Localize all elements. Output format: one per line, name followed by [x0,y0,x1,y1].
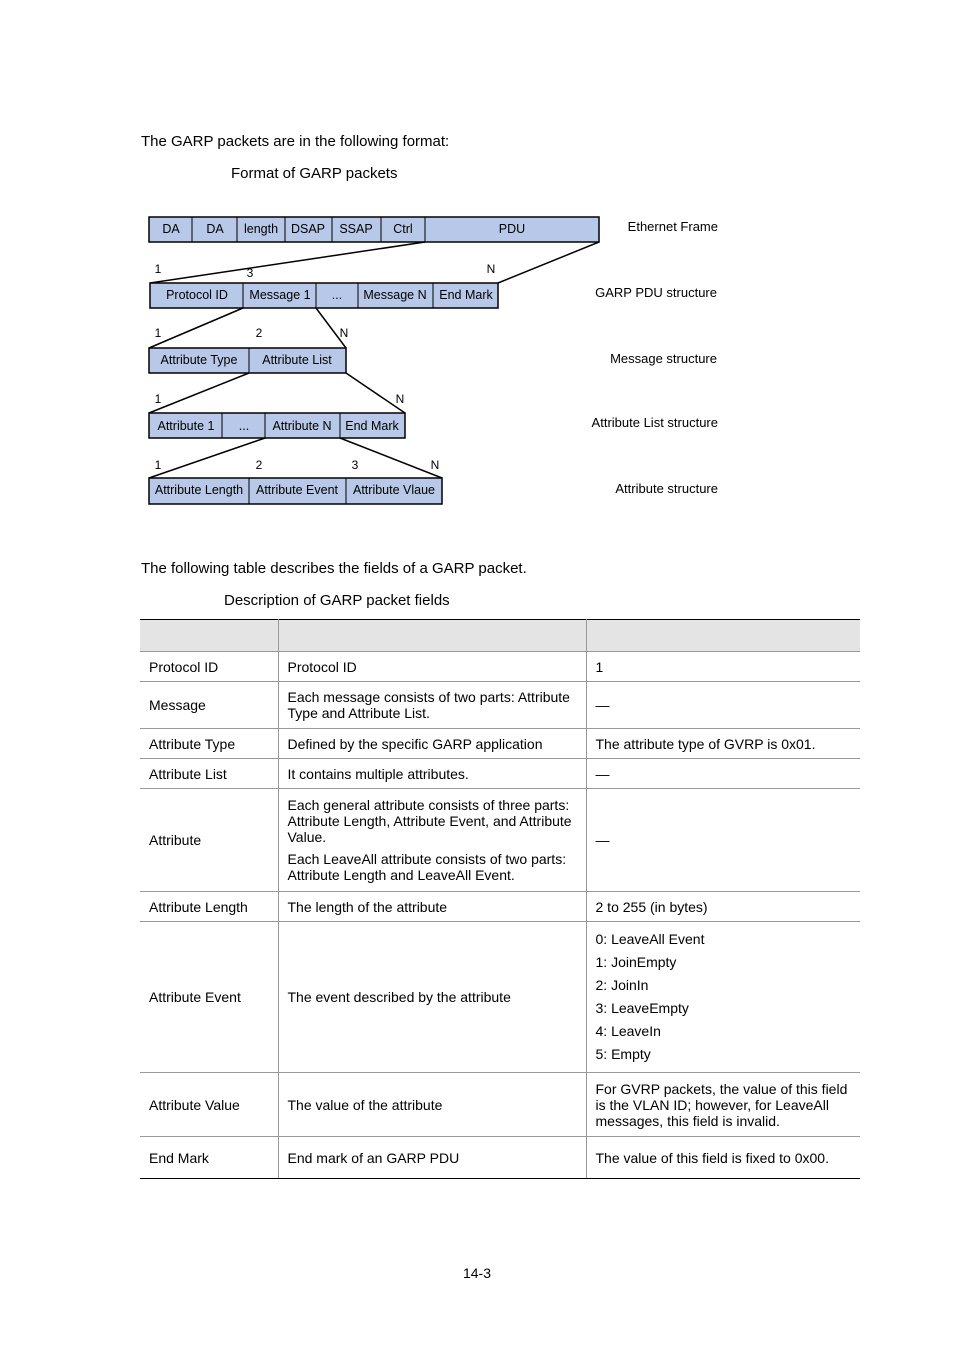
garp-pdu-row [150,283,717,308]
description-cell: Defined by the specific GARP application [278,729,586,759]
message-field-attribute-list: Attribute List [262,353,332,367]
description-paragraph: Each general attribute consists of three parts: Attribute Length, Attribute Event, and Attribute Value. [287,797,572,845]
connector-line [149,308,243,348]
intro-text: The GARP packets are in the following format: [141,133,450,150]
attribute-marker-3: 3 [351,458,359,472]
garp-fields-table [140,619,860,1179]
attrlist-field-end-mark: End Mark [345,419,399,433]
table-row [140,789,860,892]
frame-field-ctrl: Ctrl [393,222,413,236]
attrlist-field-ellipsis: ... [238,419,250,433]
table-row [140,1137,860,1179]
description-paragraph: Each LeaveAll attribute consists of two parts: Attribute Length and LeaveAll Event. [287,851,567,883]
field-cell: Attribute Length [140,892,278,922]
figure-caption: Format of GARP packets [231,165,398,182]
table-header-cell [140,620,278,652]
attribute-field-event: Attribute Event [256,483,338,497]
event-value: 4: LeaveIn [595,1023,661,1039]
attribute-marker-2: 2 [255,458,263,472]
description-cell: Each message consists of two parts: Attribute Type and Attribute List. [278,682,586,729]
attrlist-marker-n: N [395,392,405,406]
attribute-marker-1: 1 [154,458,162,472]
description-cell: End mark of an GARP PDU [278,1137,586,1179]
description-cell: It contains multiple attributes. [278,759,586,789]
value-cell: — [586,759,860,789]
pdu-field-message-n: Message N [363,288,427,302]
value-cell: The value of this field is fixed to 0x00. [586,1137,860,1179]
table-row [140,1073,860,1137]
description-cell: The length of the attribute [278,892,586,922]
table-row [140,922,860,1073]
attrlist-marker-1: 1 [154,392,162,406]
pdu-marker-n: N [486,262,496,276]
field-cell: Protocol ID [140,652,278,682]
description-cell [278,789,586,892]
value-cell: — [586,789,860,892]
field-cell: Attribute List [140,759,278,789]
description-cell: The value of the attribute [278,1073,586,1137]
description-cell: The event described by the attribute [278,922,586,1073]
pdu-marker-3: 3 [246,266,254,280]
attribute-list-row [149,413,718,438]
connector-line [149,438,265,478]
connector-line [150,242,425,283]
ethernet-frame-row [149,217,718,242]
table-header-cell [586,620,860,652]
connector-line [498,242,599,283]
attribute-field-value: Attribute Vlaue [353,483,435,497]
table-header-row [140,620,860,652]
value-cell: 2 to 255 (in bytes) [586,892,860,922]
field-cell: Attribute Type [140,729,278,759]
frame-field-da2: DA [206,222,224,236]
table-row [140,682,860,729]
frame-field-dsap: DSAP [290,222,326,236]
table-row [140,729,860,759]
field-cell: Attribute [140,789,278,892]
connector-line [149,373,249,413]
table-caption: Description of GARP packet fields [224,592,450,609]
page-number: 14-3 [462,1265,492,1281]
table-intro-text: The following table describes the fields of a GARP packet. [141,560,527,577]
frame-field-length: length [243,222,279,236]
message-marker-1: 1 [154,326,162,340]
frame-field-pdu: PDU [498,222,526,236]
value-cell: The attribute type of GVRP is 0x01. [586,729,860,759]
ethernet-frame-label: Ethernet Frame [627,219,718,234]
pdu-field-ellipsis: ... [331,288,343,302]
table-header-cell [278,620,586,652]
attrlist-field-attribute-n: Attribute N [272,419,332,433]
garp-format-diagram [0,0,954,520]
event-value: 1: JoinEmpty [595,954,677,970]
message-row [149,348,717,373]
event-value: 2: JoinIn [595,977,649,993]
field-cell: Attribute Event [140,922,278,1073]
pdu-field-message-1: Message 1 [249,288,311,302]
attribute-list-label: Attribute List structure [591,415,718,430]
message-marker-2: 2 [255,326,263,340]
pdu-field-protocol-id: Protocol ID [166,288,228,302]
value-cell: For GVRP packets, the value of this field is the VLAN ID; however, for LeaveAll messages, this field is invalid. [586,1073,860,1137]
message-marker-n: N [339,326,349,340]
value-cell [586,922,860,1073]
message-label: Message structure [610,351,717,366]
garp-pdu-label: GARP PDU structure [595,285,717,300]
attrlist-field-attribute-1: Attribute 1 [157,419,215,433]
attribute-label: Attribute structure [615,481,718,496]
description-cell: Protocol ID [278,652,586,682]
message-field-attribute-type: Attribute Type [160,353,238,367]
value-cell: — [586,682,860,729]
attribute-field-length: Attribute Length [154,483,244,497]
event-value: 0: LeaveAll Event [595,931,705,947]
attribute-marker-n: N [430,458,440,472]
field-cell: End Mark [140,1137,278,1179]
pdu-marker-1: 1 [154,262,162,276]
frame-field-ssap: SSAP [339,222,373,236]
pdu-field-end-mark: End Mark [439,288,493,302]
value-cell: 1 [586,652,860,682]
table-row [140,759,860,789]
field-cell: Message [140,682,278,729]
table-row [140,652,860,682]
table-row [140,892,860,922]
attribute-row [149,478,718,504]
frame-field-da1: DA [162,222,180,236]
event-value: 3: LeaveEmpty [595,1000,689,1016]
event-value: 5: Empty [595,1046,651,1062]
field-cell: Attribute Value [140,1073,278,1137]
